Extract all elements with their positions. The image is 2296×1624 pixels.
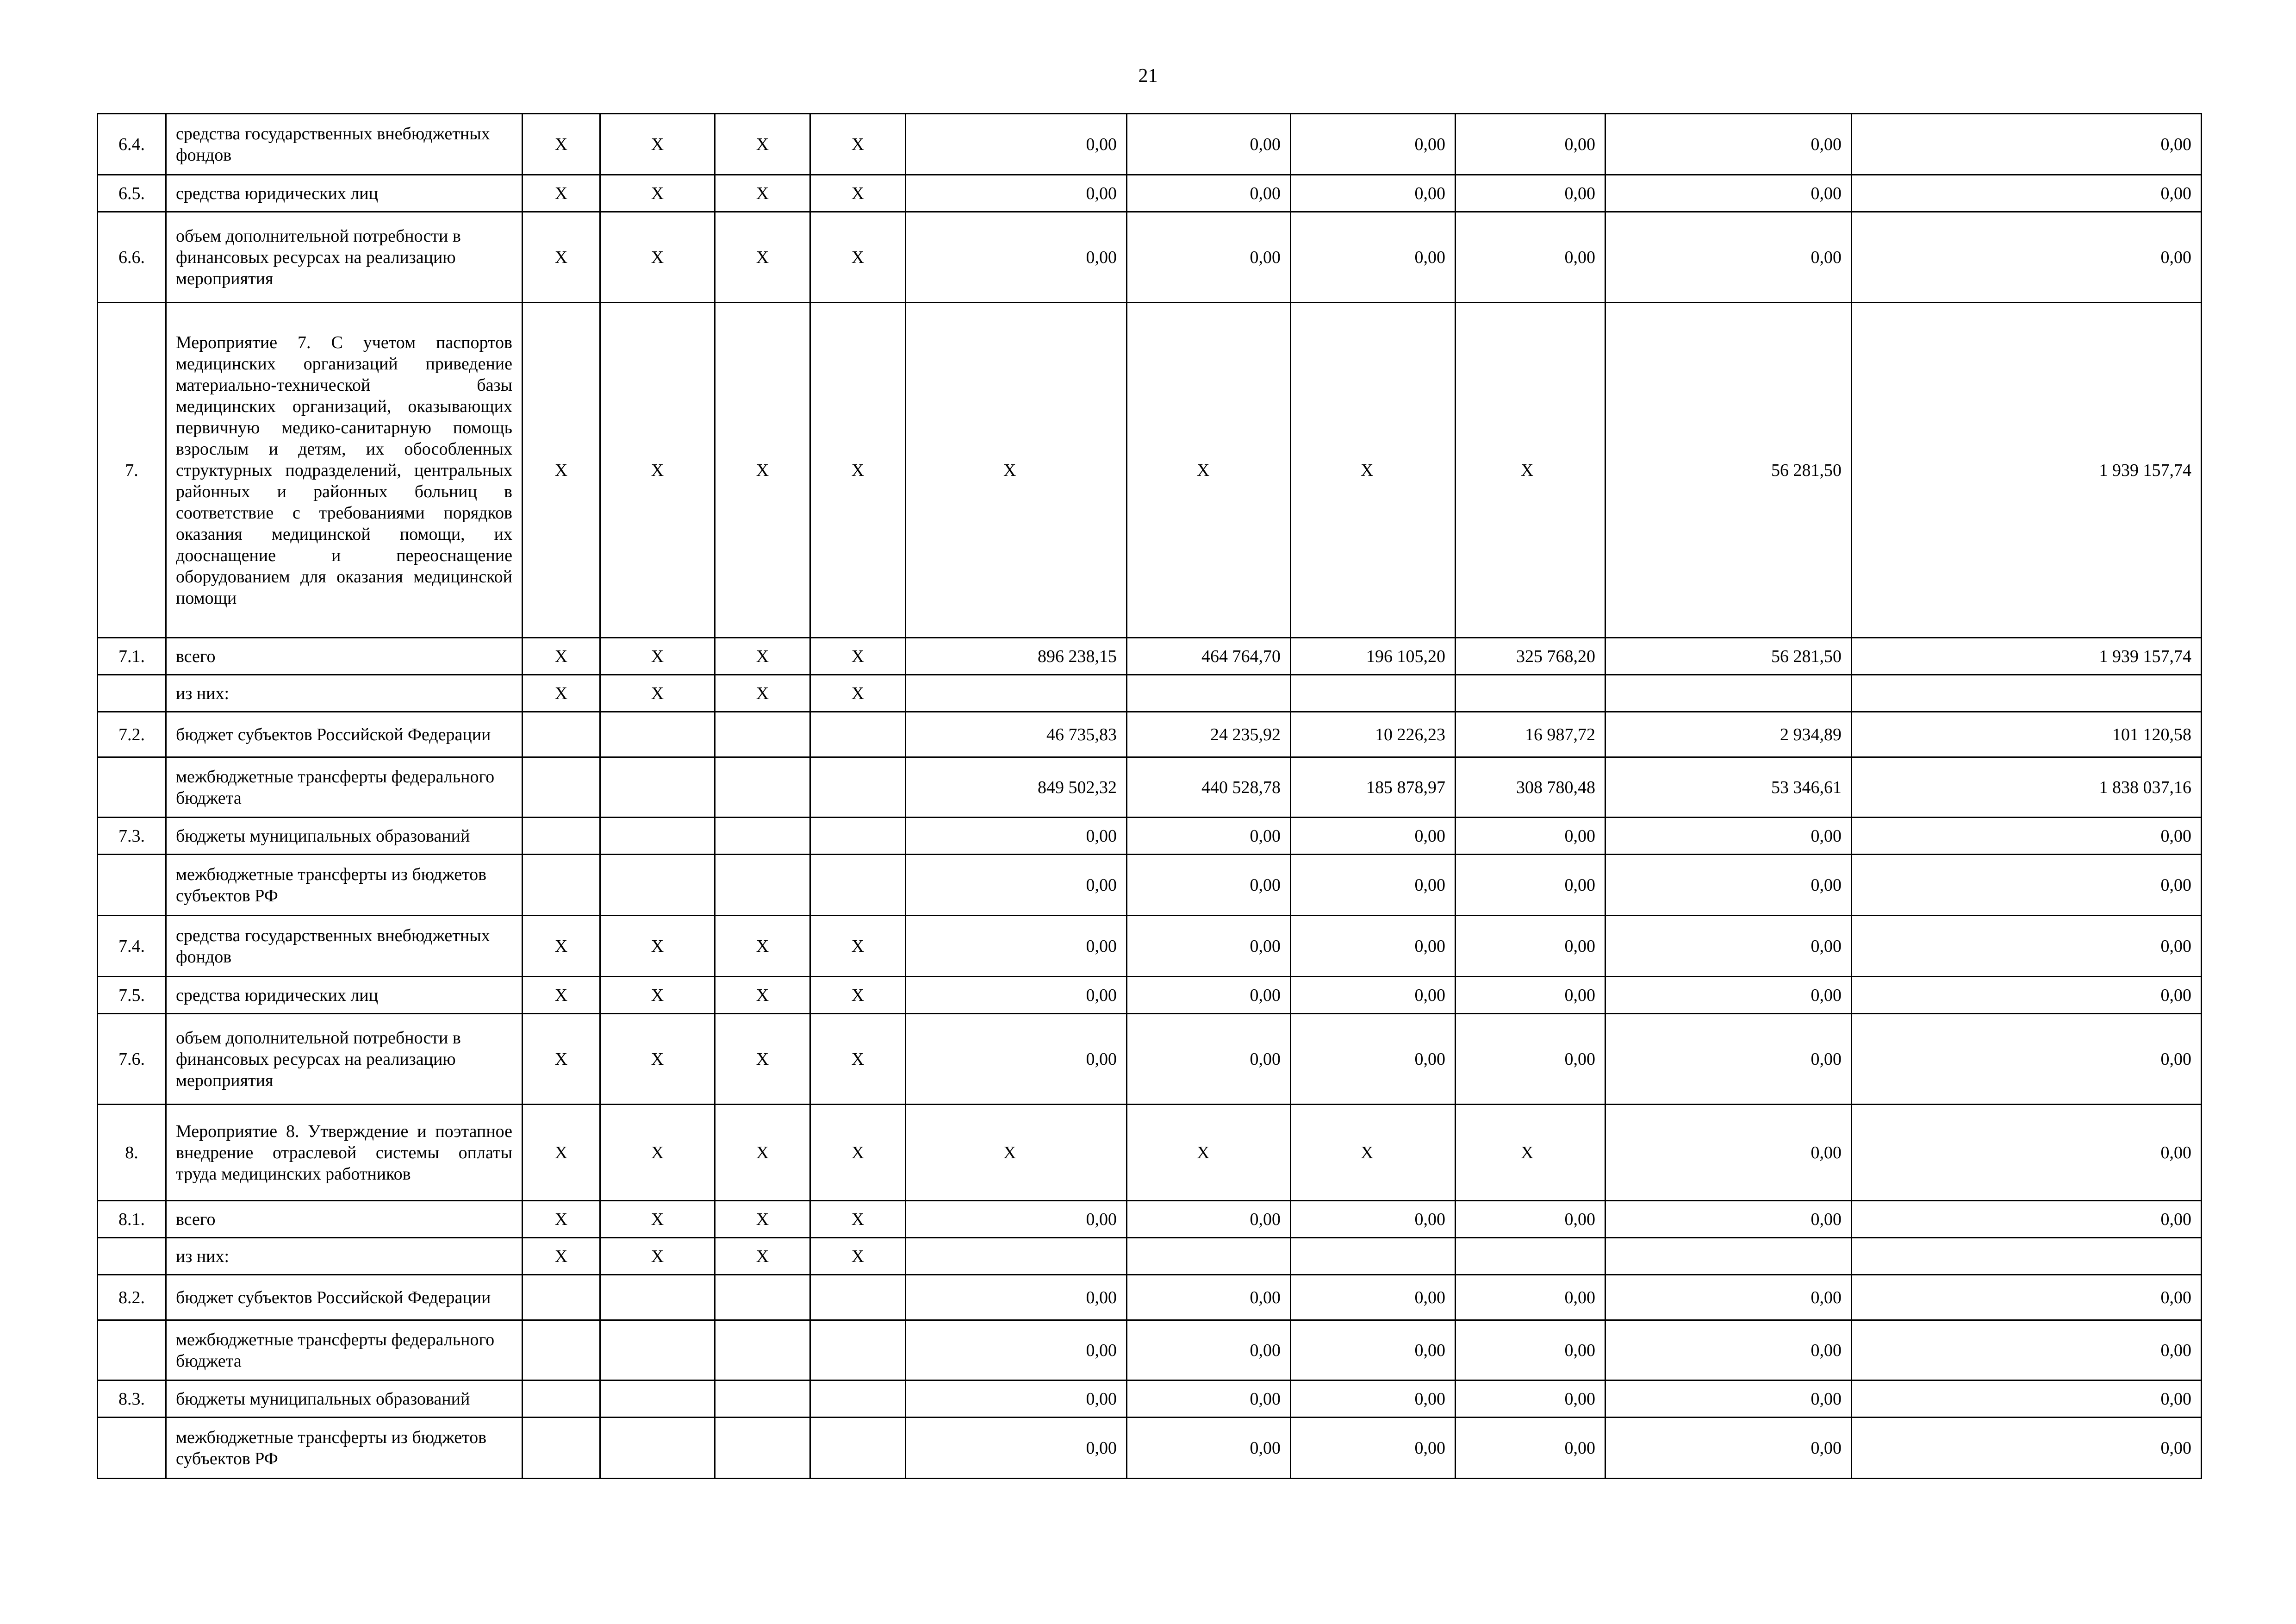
- value-cell: 185 878,97: [1291, 757, 1456, 818]
- value-cell: 0,00: [906, 855, 1127, 916]
- x-mark-cell: [523, 1275, 600, 1320]
- value-cell: 0,00: [906, 977, 1127, 1014]
- table-row: [98, 1320, 2202, 1380]
- value-cell: 0,00: [1605, 977, 1852, 1014]
- x-mark-cell: Х: [715, 638, 810, 675]
- value-cell: 0,00: [1127, 175, 1291, 212]
- x-mark-cell: Х: [810, 977, 906, 1014]
- table-row: [98, 818, 2202, 855]
- value-cell: 0,00: [1852, 818, 2202, 855]
- value-cell: [1291, 1238, 1456, 1275]
- x-mark-cell: Х: [600, 1238, 715, 1275]
- x-mark-cell: [810, 818, 906, 855]
- value-cell: 0,00: [1456, 977, 1605, 1014]
- value-cell: 0,00: [1127, 855, 1291, 916]
- x-mark-cell: Х: [600, 675, 715, 712]
- value-cell: 0,00: [1127, 114, 1291, 175]
- x-mark-cell: [600, 855, 715, 916]
- x-mark-cell: [715, 757, 810, 818]
- value-cell: 0,00: [1852, 1418, 2202, 1479]
- table-row: [98, 855, 2202, 916]
- x-mark-cell: [600, 1275, 715, 1320]
- x-mark-cell: [715, 712, 810, 757]
- value-cell: 0,00: [1852, 1320, 2202, 1380]
- row-number: 7.4.: [98, 916, 166, 977]
- value-cell: [906, 675, 1127, 712]
- value-cell: 1 939 157,74: [1852, 303, 2202, 638]
- value-cell: 0,00: [1456, 212, 1605, 303]
- x-mark-cell: [810, 855, 906, 916]
- x-mark-cell: Х: [810, 303, 906, 638]
- value-cell: 0,00: [1291, 175, 1456, 212]
- value-cell: 0,00: [1291, 1275, 1456, 1320]
- x-mark-cell: Х: [715, 1105, 810, 1201]
- x-mark-cell: [715, 1380, 810, 1418]
- row-number: 7.6.: [98, 1014, 166, 1105]
- table-row: [98, 977, 2202, 1014]
- value-cell: 0,00: [1127, 818, 1291, 855]
- x-mark-cell: [600, 757, 715, 818]
- value-cell: 440 528,78: [1127, 757, 1291, 818]
- x-mark-cell: Х: [715, 1014, 810, 1105]
- value-cell: 0,00: [1605, 212, 1852, 303]
- value-cell: 0,00: [1456, 175, 1605, 212]
- value-cell: 0,00: [1605, 855, 1852, 916]
- x-mark-cell: Х: [523, 175, 600, 212]
- value-cell: [1291, 675, 1456, 712]
- value-cell: 464 764,70: [1127, 638, 1291, 675]
- x-mark-cell: [810, 712, 906, 757]
- x-mark-cell: Х: [523, 212, 600, 303]
- x-mark-cell: Х: [810, 1238, 906, 1275]
- row-description: объем дополнительной потребности в финансовых ресурсах на реализацию мероприятия: [166, 212, 523, 303]
- row-number: 8.: [98, 1105, 166, 1201]
- row-number: 7.1.: [98, 638, 166, 675]
- row-number: [98, 757, 166, 818]
- value-cell: 0,00: [1852, 916, 2202, 977]
- value-cell: 0,00: [1291, 977, 1456, 1014]
- x-mark-cell: Х: [715, 675, 810, 712]
- x-mark-cell: Х: [810, 114, 906, 175]
- row-description: Мероприятие 8. Утверждение и поэтапное внедрение отраслевой системы оплаты труда медицинских работников: [166, 1105, 523, 1201]
- x-mark-cell: [810, 1275, 906, 1320]
- value-cell: [1127, 1238, 1291, 1275]
- row-description: Мероприятие 7. С учетом паспортов медицинских организаций приведение материально-технической базы медицинских организаций, оказывающих первичную медико-санитарную помощь взрослым и детям, их обособленных структурных подразделений, центральных районных и районных больниц в соответствие с требованиями порядков оказания медицинской помощи, их дооснащение и переоснащение оборудованием для оказания медицинской помощи: [166, 303, 523, 638]
- table-row: [98, 675, 2202, 712]
- x-mark-cell: Х: [810, 212, 906, 303]
- value-cell: 0,00: [1456, 855, 1605, 916]
- value-cell: 0,00: [906, 175, 1127, 212]
- value-cell: 0,00: [1605, 175, 1852, 212]
- row-description: межбюджетные трансферты из бюджетов субъектов РФ: [166, 855, 523, 916]
- value-cell: 1 838 037,16: [1852, 757, 2202, 818]
- value-cell: 0,00: [1291, 1014, 1456, 1105]
- x-mark-cell: Х: [523, 675, 600, 712]
- value-cell: 101 120,58: [1852, 712, 2202, 757]
- row-description: всего: [166, 638, 523, 675]
- x-mark-cell: Х: [523, 916, 600, 977]
- x-mark-cell: [600, 818, 715, 855]
- value-cell: 0,00: [1605, 1275, 1852, 1320]
- value-cell: [906, 1238, 1127, 1275]
- value-cell: 849 502,32: [906, 757, 1127, 818]
- x-mark-cell: [600, 1380, 715, 1418]
- x-mark-cell: Х: [523, 1238, 600, 1275]
- table-row: [98, 1380, 2202, 1418]
- x-mark-cell: Х: [523, 1105, 600, 1201]
- x-mark-cell: Х: [715, 175, 810, 212]
- table-row: [98, 757, 2202, 818]
- value-cell: 0,00: [1456, 114, 1605, 175]
- x-mark-cell: Х: [715, 977, 810, 1014]
- value-cell: 0,00: [1127, 977, 1291, 1014]
- row-number: 6.6.: [98, 212, 166, 303]
- table-row: [98, 916, 2202, 977]
- value-cell: [1605, 675, 1852, 712]
- x-mark-cell: [715, 1418, 810, 1479]
- value-cell: 0,00: [906, 818, 1127, 855]
- budget-table: [97, 113, 2202, 1479]
- table-row: [98, 303, 2202, 638]
- value-cell: 0,00: [1852, 1201, 2202, 1238]
- value-cell: [1456, 675, 1605, 712]
- row-number: 7.5.: [98, 977, 166, 1014]
- row-description: из них:: [166, 675, 523, 712]
- x-mark-cell: Х: [715, 303, 810, 638]
- value-cell: 0,00: [1852, 175, 2202, 212]
- value-cell: 46 735,83: [906, 712, 1127, 757]
- value-cell: 0,00: [1605, 114, 1852, 175]
- value-cell: 0,00: [1291, 855, 1456, 916]
- row-number: 8.2.: [98, 1275, 166, 1320]
- value-cell: 0,00: [1127, 212, 1291, 303]
- x-mark-cell: Х: [600, 1105, 715, 1201]
- value-cell: 0,00: [1291, 114, 1456, 175]
- x-mark-cell: [600, 1320, 715, 1380]
- value-cell: 0,00: [1127, 916, 1291, 977]
- table-row: [98, 212, 2202, 303]
- value-cell: 0,00: [1456, 916, 1605, 977]
- row-number: [98, 675, 166, 712]
- x-mark-cell: [715, 1320, 810, 1380]
- x-mark-cell: [600, 1418, 715, 1479]
- value-cell: 0,00: [906, 916, 1127, 977]
- value-cell: 10 226,23: [1291, 712, 1456, 757]
- x-mark-cell: Х: [600, 1201, 715, 1238]
- x-mark-cell: Х: [523, 638, 600, 675]
- x-mark-cell: [523, 818, 600, 855]
- x-mark-cell: Х: [600, 212, 715, 303]
- value-cell: 0,00: [1127, 1320, 1291, 1380]
- value-cell: 896 238,15: [906, 638, 1127, 675]
- row-description: бюджеты муниципальных образований: [166, 818, 523, 855]
- x-mark-cell: Х: [523, 114, 600, 175]
- x-mark-cell: [810, 757, 906, 818]
- table-row: [98, 1014, 2202, 1105]
- x-mark-cell: [810, 1320, 906, 1380]
- x-mark-cell: Х: [600, 303, 715, 638]
- table-row: [98, 1105, 2202, 1201]
- x-mark-cell: Х: [810, 675, 906, 712]
- value-cell: 0,00: [1291, 1320, 1456, 1380]
- x-mark-cell: [523, 712, 600, 757]
- value-cell: 0,00: [1127, 1201, 1291, 1238]
- value-cell: 0,00: [1605, 916, 1852, 977]
- row-description: межбюджетные трансферты федерального бюджета: [166, 757, 523, 818]
- row-number: 7.: [98, 303, 166, 638]
- value-cell: 0,00: [906, 1275, 1127, 1320]
- value-cell: 0,00: [1291, 818, 1456, 855]
- table-row: [98, 1418, 2202, 1479]
- value-cell: 0,00: [1852, 1105, 2202, 1201]
- x-mark-cell: Х: [715, 1238, 810, 1275]
- value-cell: Х: [1291, 303, 1456, 638]
- value-cell: Х: [906, 303, 1127, 638]
- x-mark-cell: [715, 818, 810, 855]
- x-mark-cell: [810, 1380, 906, 1418]
- row-description: всего: [166, 1201, 523, 1238]
- row-description: средства государственных внебюджетных фондов: [166, 114, 523, 175]
- value-cell: 0,00: [1852, 1380, 2202, 1418]
- row-number: [98, 1320, 166, 1380]
- x-mark-cell: Х: [810, 175, 906, 212]
- page-number: 21: [1138, 65, 1158, 87]
- x-mark-cell: [715, 1275, 810, 1320]
- x-mark-cell: Х: [600, 638, 715, 675]
- value-cell: 308 780,48: [1456, 757, 1605, 818]
- value-cell: 0,00: [1852, 855, 2202, 916]
- x-mark-cell: Х: [715, 1201, 810, 1238]
- value-cell: 0,00: [1852, 1275, 2202, 1320]
- x-mark-cell: Х: [600, 977, 715, 1014]
- value-cell: 53 346,61: [1605, 757, 1852, 818]
- x-mark-cell: Х: [523, 303, 600, 638]
- table-row: [98, 712, 2202, 757]
- x-mark-cell: [523, 1380, 600, 1418]
- value-cell: 2 934,89: [1605, 712, 1852, 757]
- x-mark-cell: Х: [715, 916, 810, 977]
- row-number: [98, 1418, 166, 1479]
- value-cell: [1605, 1238, 1852, 1275]
- value-cell: 0,00: [1127, 1380, 1291, 1418]
- x-mark-cell: [600, 712, 715, 757]
- value-cell: 0,00: [906, 1418, 1127, 1479]
- value-cell: 0,00: [1852, 1014, 2202, 1105]
- value-cell: Х: [1127, 303, 1291, 638]
- value-cell: 0,00: [1456, 1014, 1605, 1105]
- value-cell: 0,00: [1456, 1320, 1605, 1380]
- value-cell: 325 768,20: [1456, 638, 1605, 675]
- value-cell: 24 235,92: [1127, 712, 1291, 757]
- table-row: [98, 1238, 2202, 1275]
- x-mark-cell: [523, 1320, 600, 1380]
- value-cell: 0,00: [1291, 916, 1456, 977]
- x-mark-cell: Х: [523, 1201, 600, 1238]
- x-mark-cell: [523, 855, 600, 916]
- x-mark-cell: Х: [523, 1014, 600, 1105]
- row-description: средства государственных внебюджетных фондов: [166, 916, 523, 977]
- x-mark-cell: Х: [523, 977, 600, 1014]
- value-cell: 0,00: [1291, 1418, 1456, 1479]
- value-cell: 0,00: [1605, 1418, 1852, 1479]
- value-cell: 0,00: [1291, 1201, 1456, 1238]
- x-mark-cell: Х: [810, 916, 906, 977]
- row-number: 7.3.: [98, 818, 166, 855]
- row-number: [98, 1238, 166, 1275]
- row-number: 6.5.: [98, 175, 166, 212]
- value-cell: 0,00: [1291, 1380, 1456, 1418]
- x-mark-cell: [715, 855, 810, 916]
- value-cell: 0,00: [1456, 818, 1605, 855]
- table-row: [98, 638, 2202, 675]
- value-cell: 1 939 157,74: [1852, 638, 2202, 675]
- x-mark-cell: [523, 757, 600, 818]
- value-cell: 0,00: [906, 1201, 1127, 1238]
- row-number: 7.2.: [98, 712, 166, 757]
- value-cell: 0,00: [1605, 1105, 1852, 1201]
- x-mark-cell: Х: [600, 1014, 715, 1105]
- value-cell: 0,00: [1605, 1320, 1852, 1380]
- value-cell: Х: [1127, 1105, 1291, 1201]
- value-cell: 56 281,50: [1605, 638, 1852, 675]
- x-mark-cell: Х: [810, 1014, 906, 1105]
- value-cell: 0,00: [906, 1380, 1127, 1418]
- value-cell: 0,00: [1605, 1014, 1852, 1105]
- value-cell: [1852, 1238, 2202, 1275]
- value-cell: 0,00: [1456, 1201, 1605, 1238]
- value-cell: 0,00: [1605, 1380, 1852, 1418]
- value-cell: 0,00: [906, 212, 1127, 303]
- value-cell: 0,00: [1456, 1275, 1605, 1320]
- value-cell: 0,00: [906, 114, 1127, 175]
- value-cell: Х: [1456, 1105, 1605, 1201]
- value-cell: 16 987,72: [1456, 712, 1605, 757]
- value-cell: 0,00: [1605, 1201, 1852, 1238]
- value-cell: 0,00: [1852, 977, 2202, 1014]
- value-cell: [1852, 675, 2202, 712]
- value-cell: [1127, 675, 1291, 712]
- value-cell: [1456, 1238, 1605, 1275]
- x-mark-cell: Х: [600, 114, 715, 175]
- row-number: [98, 855, 166, 916]
- row-number: 6.4.: [98, 114, 166, 175]
- x-mark-cell: Х: [810, 1105, 906, 1201]
- x-mark-cell: Х: [810, 638, 906, 675]
- value-cell: 56 281,50: [1605, 303, 1852, 638]
- row-description: межбюджетные трансферты из бюджетов субъектов РФ: [166, 1418, 523, 1479]
- row-number: 8.1.: [98, 1201, 166, 1238]
- value-cell: 0,00: [1127, 1418, 1291, 1479]
- value-cell: 0,00: [1127, 1014, 1291, 1105]
- row-description: средства юридических лиц: [166, 175, 523, 212]
- value-cell: Х: [1291, 1105, 1456, 1201]
- x-mark-cell: Х: [810, 1201, 906, 1238]
- value-cell: 0,00: [1291, 212, 1456, 303]
- table-row: [98, 114, 2202, 175]
- value-cell: 0,00: [906, 1320, 1127, 1380]
- row-description: бюджеты муниципальных образований: [166, 1380, 523, 1418]
- row-description: из них:: [166, 1238, 523, 1275]
- x-mark-cell: [810, 1418, 906, 1479]
- value-cell: Х: [906, 1105, 1127, 1201]
- value-cell: 0,00: [1456, 1380, 1605, 1418]
- row-number: 8.3.: [98, 1380, 166, 1418]
- value-cell: 0,00: [1605, 818, 1852, 855]
- row-description: объем дополнительной потребности в финансовых ресурсах на реализацию мероприятия: [166, 1014, 523, 1105]
- value-cell: 0,00: [1852, 212, 2202, 303]
- value-cell: 196 105,20: [1291, 638, 1456, 675]
- table-row: [98, 1201, 2202, 1238]
- x-mark-cell: Х: [715, 114, 810, 175]
- row-description: бюджет субъектов Российской Федерации: [166, 712, 523, 757]
- value-cell: Х: [1456, 303, 1605, 638]
- row-description: бюджет субъектов Российской Федерации: [166, 1275, 523, 1320]
- table-row: [98, 175, 2202, 212]
- value-cell: 0,00: [906, 1014, 1127, 1105]
- value-cell: 0,00: [1456, 1418, 1605, 1479]
- value-cell: 0,00: [1127, 1275, 1291, 1320]
- x-mark-cell: Х: [600, 175, 715, 212]
- x-mark-cell: Х: [715, 212, 810, 303]
- x-mark-cell: Х: [600, 916, 715, 977]
- value-cell: 0,00: [1852, 114, 2202, 175]
- table-row: [98, 1275, 2202, 1320]
- row-description: средства юридических лиц: [166, 977, 523, 1014]
- x-mark-cell: [523, 1418, 600, 1479]
- row-description: межбюджетные трансферты федерального бюджета: [166, 1320, 523, 1380]
